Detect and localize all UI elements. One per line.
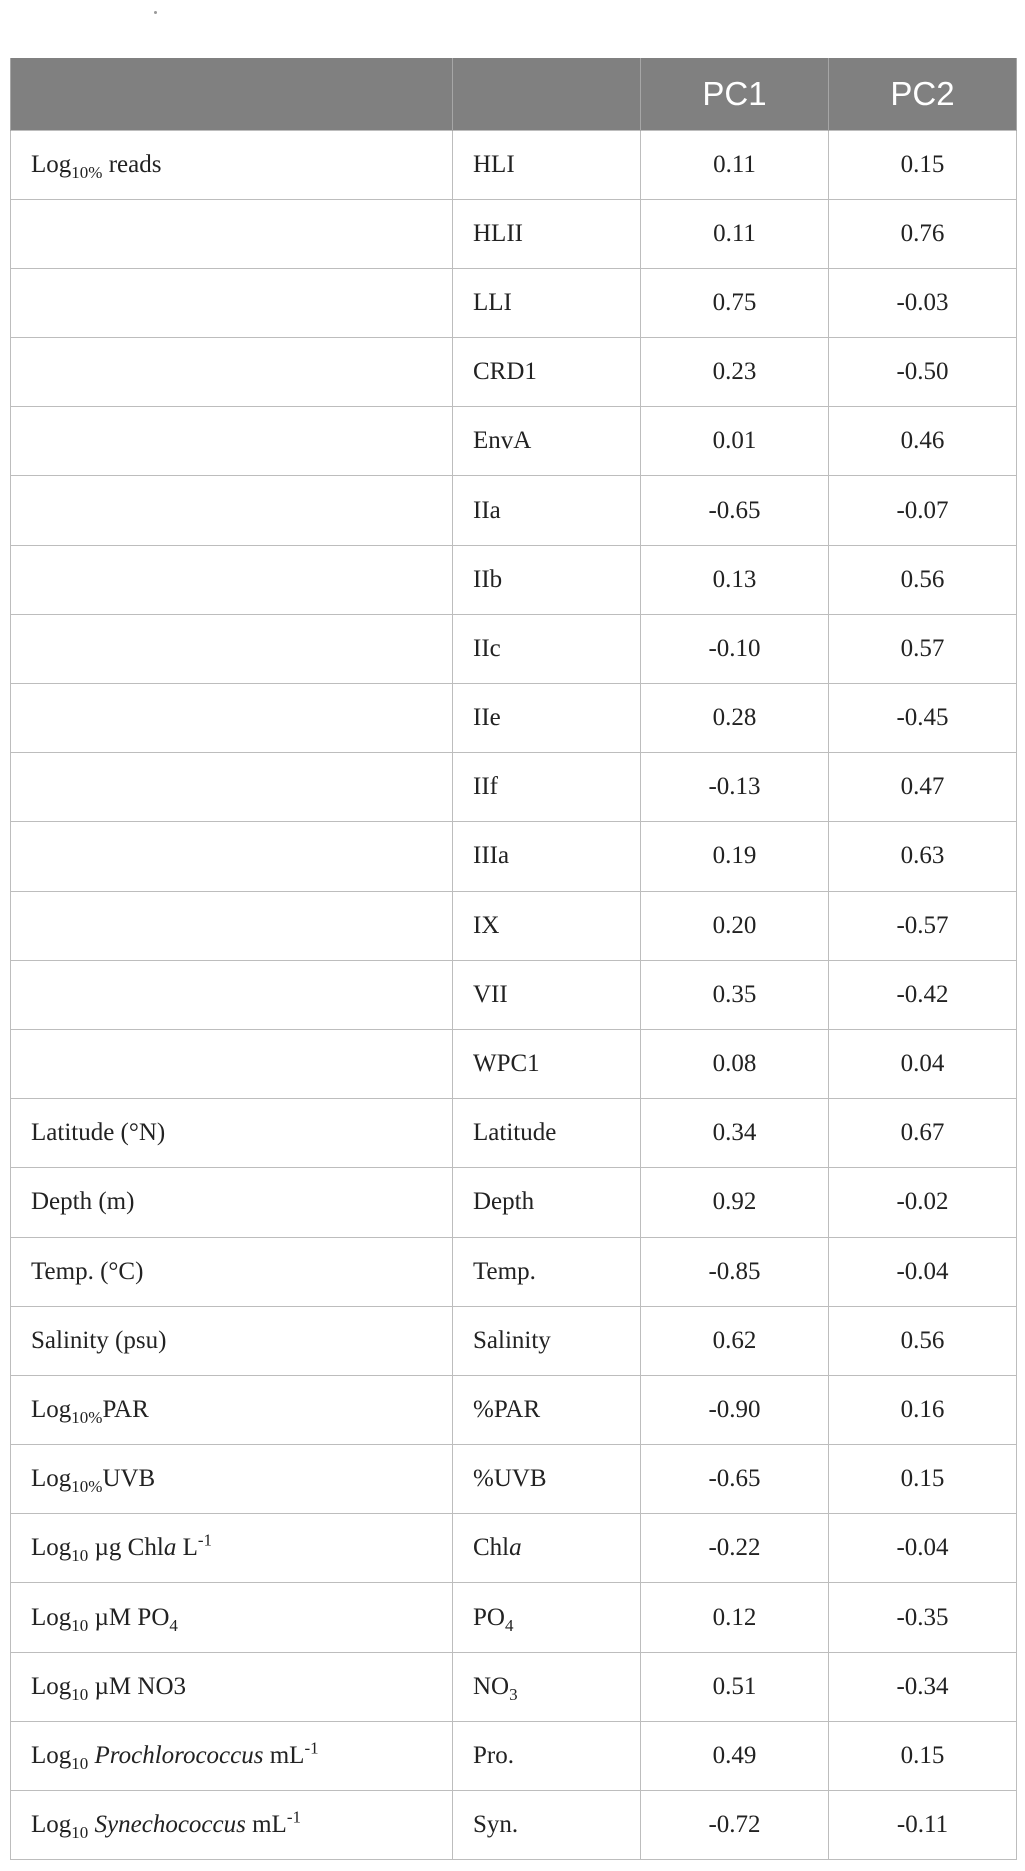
row-pc2-value: -0.57 xyxy=(829,891,1017,960)
row-pc1-value: 0.11 xyxy=(641,199,829,268)
row-group-label xyxy=(11,199,453,268)
row-pc1-value: 0.11 xyxy=(641,130,829,199)
row-group-label: Log$_{10}$ Synechococcus $mL^{-1}$ xyxy=(11,1791,453,1860)
row-pc1-value: 0.62 xyxy=(641,1306,829,1375)
row-variable-label: EnvA xyxy=(453,407,641,476)
row-pc1-value: -0.65 xyxy=(641,1445,829,1514)
row-pc1-value: -0.10 xyxy=(641,614,829,683)
row-pc2-value: -0.35 xyxy=(829,1583,1017,1652)
row-variable-label: %UVB xyxy=(453,1445,641,1514)
row-variable-label: Temp. xyxy=(453,1237,641,1306)
row-variable-label: %PAR xyxy=(453,1375,641,1444)
row-pc2-value: 0.47 xyxy=(829,753,1017,822)
table-row xyxy=(11,822,1017,891)
row-pc1-value: 0.75 xyxy=(641,268,829,337)
row-pc2-value: 0.63 xyxy=(829,822,1017,891)
header-pc1: PC1 xyxy=(641,58,829,130)
header-pc2: PC2 xyxy=(829,58,1017,130)
row-variable-label: Latitude xyxy=(453,1099,641,1168)
row-pc2-value: 0.57 xyxy=(829,614,1017,683)
row-group-label: Log$_{10\%}$PAR xyxy=(11,1375,453,1444)
row-group-label: Temp. (°C) xyxy=(11,1237,453,1306)
row-pc2-value: 0.56 xyxy=(829,1306,1017,1375)
row-pc2-value: -0.02 xyxy=(829,1168,1017,1237)
row-pc1-value: 0.35 xyxy=(641,960,829,1029)
row-group-label xyxy=(11,476,453,545)
row-group-label xyxy=(11,960,453,1029)
row-variable-label: WPC1 xyxy=(453,1029,641,1098)
row-variable-label: IIc xyxy=(453,614,641,683)
stray-dot xyxy=(154,11,157,14)
table-row xyxy=(11,545,1017,614)
row-variable-label: $PO_4$ xyxy=(453,1583,641,1652)
row-pc1-value: -0.90 xyxy=(641,1375,829,1444)
row-group-label: Log$_{10\%}$ reads xyxy=(11,130,453,199)
table-row xyxy=(11,1306,1017,1375)
row-pc2-value: 0.46 xyxy=(829,407,1017,476)
row-group-label: Depth (m) xyxy=(11,1168,453,1237)
row-pc1-value: 0.20 xyxy=(641,891,829,960)
row-pc2-value: -0.11 xyxy=(829,1791,1017,1860)
table-row xyxy=(11,476,1017,545)
row-pc1-value: -0.85 xyxy=(641,1237,829,1306)
table-row xyxy=(11,1514,1017,1583)
row-variable-label: Depth xyxy=(453,1168,641,1237)
row-pc1-value: -0.65 xyxy=(641,476,829,545)
table-row xyxy=(11,130,1017,199)
row-group-label: Log$_{10}$ µM $PO_4$ xyxy=(11,1583,453,1652)
table-row xyxy=(11,1721,1017,1790)
row-pc2-value: 0.76 xyxy=(829,199,1017,268)
row-variable-label: IIa xyxy=(453,476,641,545)
table-row xyxy=(11,1375,1017,1444)
row-variable-label: IIb xyxy=(453,545,641,614)
table-row xyxy=(11,1237,1017,1306)
table-row xyxy=(11,1029,1017,1098)
row-pc2-value: 0.67 xyxy=(829,1099,1017,1168)
row-group-label: Log$_{10}$ µM NO3 xyxy=(11,1652,453,1721)
row-variable-label: VII xyxy=(453,960,641,1029)
header-group xyxy=(11,58,453,130)
row-group-label xyxy=(11,407,453,476)
header-variable xyxy=(453,58,641,130)
row-group-label xyxy=(11,614,453,683)
table-row xyxy=(11,338,1017,407)
row-pc2-value: 0.15 xyxy=(829,130,1017,199)
row-variable-label: IIIa xyxy=(453,822,641,891)
row-pc2-value: 0.04 xyxy=(829,1029,1017,1098)
row-pc1-value: 0.08 xyxy=(641,1029,829,1098)
row-group-label: Salinity (psu) xyxy=(11,1306,453,1375)
row-pc1-value: 0.12 xyxy=(641,1583,829,1652)
table-row xyxy=(11,199,1017,268)
row-pc2-value: -0.45 xyxy=(829,684,1017,753)
row-variable-label: LLI xyxy=(453,268,641,337)
row-group-label xyxy=(11,684,453,753)
row-group-label xyxy=(11,545,453,614)
row-group-label xyxy=(11,822,453,891)
table-header-row xyxy=(11,58,1017,130)
row-pc2-value: 0.56 xyxy=(829,545,1017,614)
row-pc1-value: 0.51 xyxy=(641,1652,829,1721)
row-group-label: Log$_{10\%}$UVB xyxy=(11,1445,453,1514)
row-pc2-value: -0.07 xyxy=(829,476,1017,545)
table-row xyxy=(11,407,1017,476)
row-variable-label: Syn. xyxy=(453,1791,641,1860)
row-pc1-value: 0.34 xyxy=(641,1099,829,1168)
row-pc1-value: -0.22 xyxy=(641,1514,829,1583)
table-row xyxy=(11,684,1017,753)
row-group-label: Latitude (°N) xyxy=(11,1099,453,1168)
row-variable-label: HLI xyxy=(453,130,641,199)
table-row xyxy=(11,1791,1017,1860)
table-row xyxy=(11,268,1017,337)
row-group-label xyxy=(11,891,453,960)
row-pc2-value: -0.04 xyxy=(829,1514,1017,1583)
table-row xyxy=(11,1583,1017,1652)
row-variable-label: IX xyxy=(453,891,641,960)
row-pc2-value: 0.15 xyxy=(829,1445,1017,1514)
row-variable-label: $NO_3$ xyxy=(453,1652,641,1721)
row-variable-label: Pro. xyxy=(453,1721,641,1790)
row-pc1-value: 0.28 xyxy=(641,684,829,753)
row-pc2-value: -0.50 xyxy=(829,338,1017,407)
row-pc1-value: 0.49 xyxy=(641,1721,829,1790)
row-group-label xyxy=(11,1029,453,1098)
row-variable-label: IIe xyxy=(453,684,641,753)
table-row xyxy=(11,614,1017,683)
table-body xyxy=(11,130,1017,1860)
table-row xyxy=(11,1168,1017,1237)
row-variable-label: Chla xyxy=(453,1514,641,1583)
row-group-label xyxy=(11,753,453,822)
row-pc1-value: 0.92 xyxy=(641,1168,829,1237)
row-variable-label: HLII xyxy=(453,199,641,268)
row-pc1-value: 0.13 xyxy=(641,545,829,614)
table-row xyxy=(11,1445,1017,1514)
row-variable-label: IIf xyxy=(453,753,641,822)
row-pc2-value: -0.34 xyxy=(829,1652,1017,1721)
row-pc2-value: 0.16 xyxy=(829,1375,1017,1444)
table-row xyxy=(11,960,1017,1029)
row-pc1-value: -0.72 xyxy=(641,1791,829,1860)
table-row xyxy=(11,1099,1017,1168)
row-group-label xyxy=(11,268,453,337)
table-row xyxy=(11,753,1017,822)
row-pc2-value: -0.42 xyxy=(829,960,1017,1029)
row-group-label: Log$_{10}$ µg Chla $L^{-1}$ xyxy=(11,1514,453,1583)
table-row xyxy=(11,891,1017,960)
row-pc1-value: 0.01 xyxy=(641,407,829,476)
row-pc2-value: -0.03 xyxy=(829,268,1017,337)
row-variable-label: Salinity xyxy=(453,1306,641,1375)
row-pc2-value: -0.04 xyxy=(829,1237,1017,1306)
pca-loadings-table xyxy=(10,58,1017,1860)
row-group-label xyxy=(11,338,453,407)
row-pc1-value: 0.19 xyxy=(641,822,829,891)
row-group-label: Log$_{10}$ Prochlorococcus $mL^{-1}$ xyxy=(11,1721,453,1790)
table-row xyxy=(11,1652,1017,1721)
row-pc1-value: -0.13 xyxy=(641,753,829,822)
row-pc1-value: 0.23 xyxy=(641,338,829,407)
row-pc2-value: 0.15 xyxy=(829,1721,1017,1790)
row-variable-label: CRD1 xyxy=(453,338,641,407)
